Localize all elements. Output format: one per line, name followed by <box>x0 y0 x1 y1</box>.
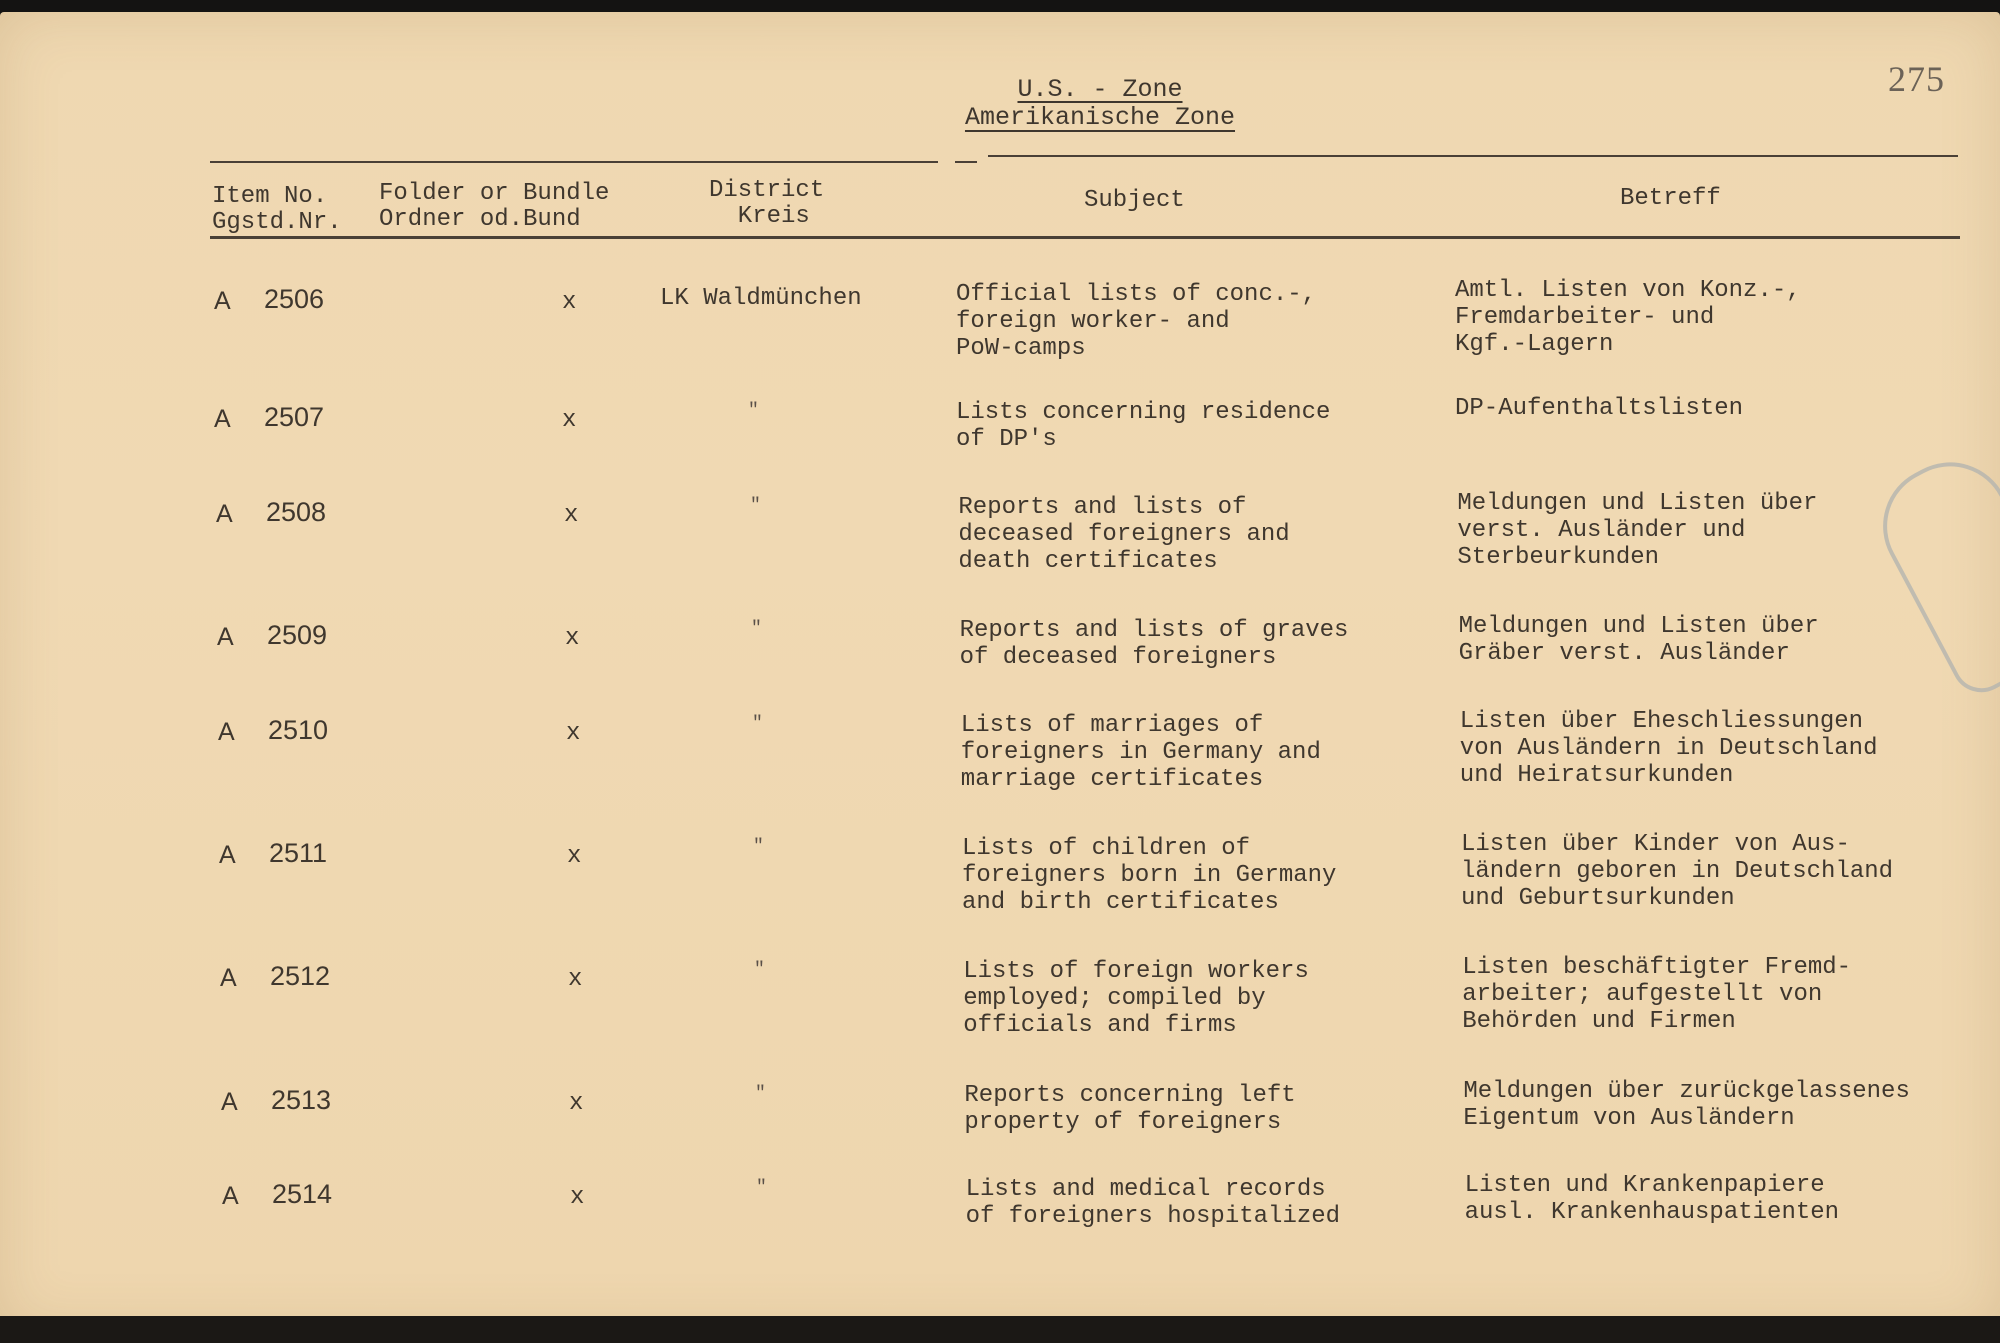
page-number: 275 <box>1888 59 1945 99</box>
district-ditto-mark: " <box>750 496 761 516</box>
district-name: LK Waldmünchen <box>660 285 862 312</box>
column-header-subject: Subject <box>1084 187 1185 214</box>
district-ditto-mark: " <box>756 1178 767 1198</box>
item-number: 2510 <box>268 715 329 745</box>
subject-text: Lists of children of foreigners born in Germany and birth certificates <box>962 835 1337 916</box>
district-ditto-mark: " <box>754 960 765 980</box>
item-number: 2513 <box>271 1085 332 1115</box>
subject-text: Reports and lists of graves of deceased foreigners <box>959 617 1349 671</box>
item-prefix: A <box>218 718 235 746</box>
subject-text: Lists concerning residence of DP's <box>956 399 1331 453</box>
column-header-item: Item No. Ggstd.Nr. <box>212 183 342 236</box>
betreff-text: Listen über Kinder von Aus- ländern geboren in Deutschland und Geburtsurkunden <box>1461 831 1894 912</box>
item-prefix: A <box>219 841 236 869</box>
zone-title-de: Amerikanische Zone <box>964 103 1236 132</box>
subject-text: Lists of foreign workers employed; compiled by officials and firms <box>963 958 1309 1039</box>
item-number: 2512 <box>270 961 331 991</box>
betreff-text: Listen und Krankenpapiere ausl. Krankenhauspatienten <box>1464 1172 1840 1226</box>
betreff-text: Meldungen über zurückgelassenes Eigentum von Ausländern <box>1463 1078 1910 1132</box>
item-number: 2506 <box>264 284 325 314</box>
column-header-folder-bundle: Folder or Bundle Ordner od.Bund <box>379 180 610 233</box>
folder-bundle-mark: x <box>562 289 577 316</box>
item-number: 2508 <box>266 497 327 527</box>
item-number: 2507 <box>264 402 325 432</box>
item-prefix: A <box>220 964 237 992</box>
betreff-text: Amtl. Listen von Konz.-, Fremdarbeiter- und Kgf.-Lagern <box>1455 277 1801 358</box>
subject-text: Lists and medical records of foreigners hospitalized <box>965 1176 1341 1230</box>
item-prefix: A <box>221 1088 238 1116</box>
betreff-text: Meldungen und Listen über verst. Ausländer und Sterbeurkunden <box>1457 490 1818 571</box>
district-ditto-mark: " <box>752 714 763 734</box>
folder-bundle-mark: x <box>570 1184 585 1211</box>
item-number: 2511 <box>269 838 328 868</box>
folder-bundle-mark: x <box>562 407 577 434</box>
page-edge-shadow <box>0 1316 2000 1343</box>
folder-bundle-mark: x <box>566 720 581 747</box>
column-header-betreff: Betreff <box>1620 185 1721 212</box>
betreff-text: Listen über Eheschliessungen von Ausländern in Deutschland und Heiratsurkunden <box>1459 708 1878 789</box>
item-prefix: A <box>222 1182 239 1210</box>
folder-bundle-mark: x <box>568 966 583 993</box>
folder-bundle-mark: x <box>569 1090 584 1117</box>
zone-heading <box>950 76 1250 132</box>
folder-bundle-mark: x <box>567 843 582 870</box>
district-ditto-mark: " <box>753 837 764 857</box>
betreff-text: Meldungen und Listen über Gräber verst. Ausländer <box>1458 613 1819 667</box>
district-ditto-mark: " <box>748 401 759 421</box>
item-prefix: A <box>217 623 234 651</box>
betreff-text: Listen beschäftigter Fremd- arbeiter; aufgestellt von Behörden und Firmen <box>1462 954 1852 1035</box>
item-prefix: A <box>216 500 233 528</box>
subject-text: Official lists of conc.-, foreign worker- and PoW-camps <box>956 281 1317 362</box>
column-header-rule <box>210 236 1960 239</box>
item-number: 2509 <box>267 620 328 650</box>
subject-text: Reports concerning left property of foreigners <box>964 1082 1296 1136</box>
zone-title-en: U.S. - Zone <box>1017 75 1183 104</box>
item-prefix: A <box>214 405 231 433</box>
betreff-text: DP-Aufenthaltslisten <box>1455 395 1744 422</box>
header-rule-left <box>210 161 938 163</box>
item-prefix: A <box>214 287 231 315</box>
folder-bundle-mark: x <box>564 502 579 529</box>
header-rule-right <box>988 155 1958 157</box>
subject-text: Lists of marriages of foreigners in Germany and marriage certificates <box>960 712 1321 793</box>
district-ditto-mark: " <box>751 619 762 639</box>
item-number: 2514 <box>272 1179 333 1209</box>
district-ditto-mark: " <box>755 1084 766 1104</box>
folder-bundle-mark: x <box>565 625 580 652</box>
column-header-district: District Kreis <box>709 177 825 230</box>
subject-text: Reports and lists of deceased foreigners and death certificates <box>958 494 1290 575</box>
header-rule-mid <box>955 161 977 163</box>
